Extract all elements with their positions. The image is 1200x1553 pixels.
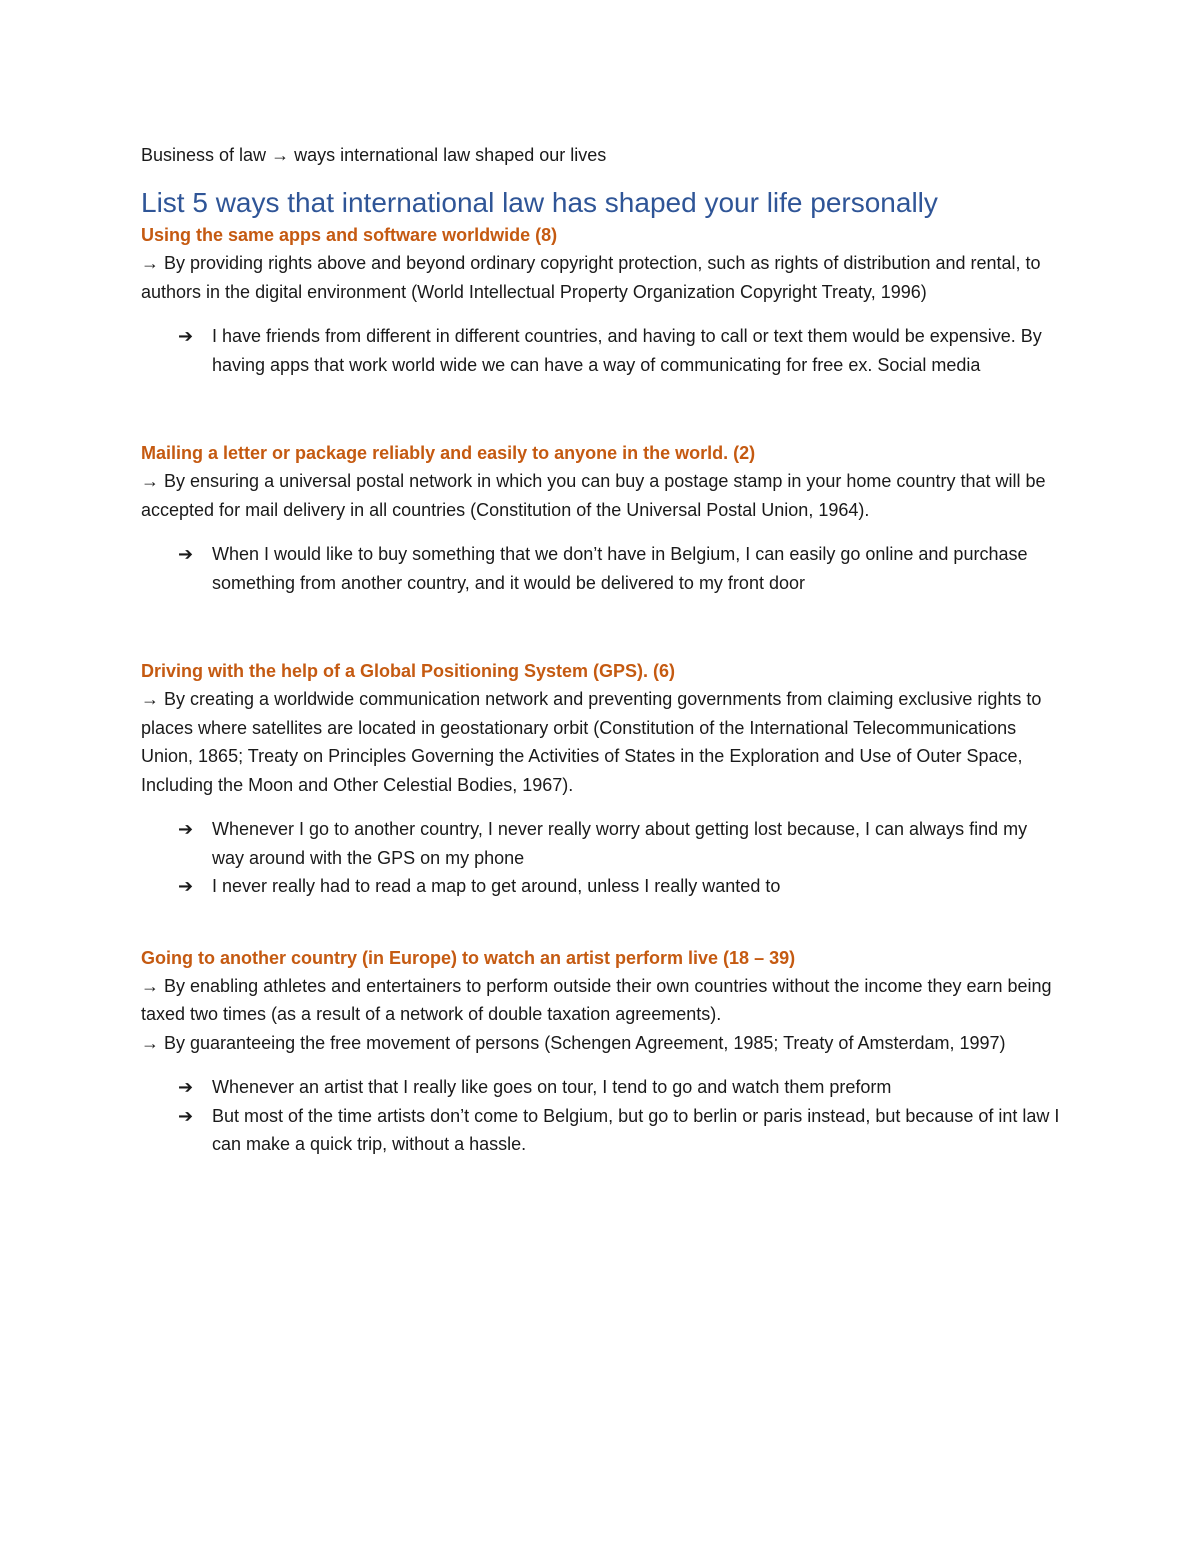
bullet-text: I never really had to read a map to get around, unless I really wanted to	[212, 876, 781, 896]
subtitle-suffix: ways international law shaped our lives	[294, 145, 607, 165]
arrow-icon: →	[271, 145, 290, 165]
section-paragraph	[141, 972, 1061, 1029]
bullet-list	[141, 815, 1061, 901]
subtitle-prefix: Business of law	[141, 145, 267, 165]
arrow-icon: →	[141, 975, 159, 996]
list-item	[141, 1102, 1061, 1159]
document-subtitle	[141, 141, 1061, 169]
paragraph-text: By creating a worldwide communication network and preventing governments from claiming exclusive rights to places where satellites are located in geostationary orbit (Constitution of the International Telecommunications Union, 1865; Treaty on Principles Governing the Activities of States in the Exploration and Use of Outer Space, Including the Moon and Other Celestial Bodies, 1967).	[141, 689, 1042, 795]
section-heading: Driving with the help of a Global Positioning System (GPS). (6)	[141, 661, 676, 681]
section-mailing	[141, 439, 1061, 597]
list-item	[141, 1073, 1061, 1102]
list-item	[141, 872, 1061, 901]
section-gps	[141, 657, 1061, 901]
bullet-text: Whenever an artist that I really like goes on tour, I tend to go and watch them preform	[212, 1077, 892, 1097]
section-apps-software	[141, 221, 1061, 379]
section-paragraph	[141, 249, 1061, 306]
list-item	[141, 815, 1061, 872]
bullet-text: I have friends from different in different countries, and having to call or text them would be expensive. By having apps that work world wide we can have a way of communicating for free ex. Social media	[212, 326, 1042, 375]
section-heading: Using the same apps and software worldwide (8)	[141, 225, 558, 245]
paragraph-text: By providing rights above and beyond ordinary copyright protection, such as rights of distribution and rental, to authors in the digital environment (World Intellectual Property Organization Copyright Treaty, 1996)	[141, 253, 1041, 302]
bullet-arrow-icon: ➔	[178, 876, 194, 896]
document-body	[141, 141, 1061, 1159]
arrow-icon: →	[141, 1032, 159, 1053]
arrow-icon: →	[141, 471, 159, 491]
section-concert-travel	[141, 944, 1061, 1159]
bullet-arrow-icon: ➔	[178, 326, 194, 346]
bullet-arrow-icon: ➔	[178, 819, 194, 839]
bullet-arrow-icon: ➔	[178, 1105, 194, 1126]
bullet-text: When I would like to buy something that we don’t have in Belgium, I can easily go online and purchase something from another country, and it would be delivered to my front door	[212, 544, 1028, 593]
bullet-text: Whenever I go to another country, I never really worry about getting lost because, I can always find my way around with the GPS on my phone	[212, 819, 1028, 868]
section-paragraph	[141, 467, 1061, 524]
section-heading: Mailing a letter or package reliably and easily to anyone in the world. (2)	[141, 443, 756, 463]
bullet-list	[141, 540, 1061, 597]
paragraph-text: By guaranteeing the free movement of persons (Schengen Agreement, 1985; Treaty of Amsterdam, 1997)	[164, 1032, 1006, 1053]
section-heading: Going to another country (in Europe) to watch an artist perform live (18 – 39)	[141, 947, 796, 968]
bullet-arrow-icon: ➔	[178, 544, 194, 564]
arrow-icon: →	[141, 689, 159, 709]
list-item	[141, 540, 1061, 597]
paragraph-text: By enabling athletes and entertainers to perform outside their own countries without the income they earn being taxed two times (as a result of a network of double taxation agreements).	[141, 975, 1052, 1024]
bullet-arrow-icon: ➔	[178, 1077, 194, 1097]
bullet-list	[141, 1073, 1061, 1159]
section-paragraph	[141, 685, 1061, 799]
section-paragraph	[141, 1029, 1061, 1058]
list-item	[141, 322, 1061, 379]
arrow-icon: →	[141, 253, 159, 273]
bullet-list	[141, 322, 1061, 379]
page-title: List 5 ways that international law has shaped your life personally	[141, 187, 938, 218]
bullet-text: But most of the time artists don’t come to Belgium, but go to berlin or paris instead, but because of int law I can make a quick trip, without a hassle.	[212, 1105, 1060, 1154]
paragraph-text: By ensuring a universal postal network in which you can buy a postage stamp in your home country that will be accepted for mail delivery in all countries (Constitution of the Universal Postal Union, 1964).	[141, 471, 1046, 520]
